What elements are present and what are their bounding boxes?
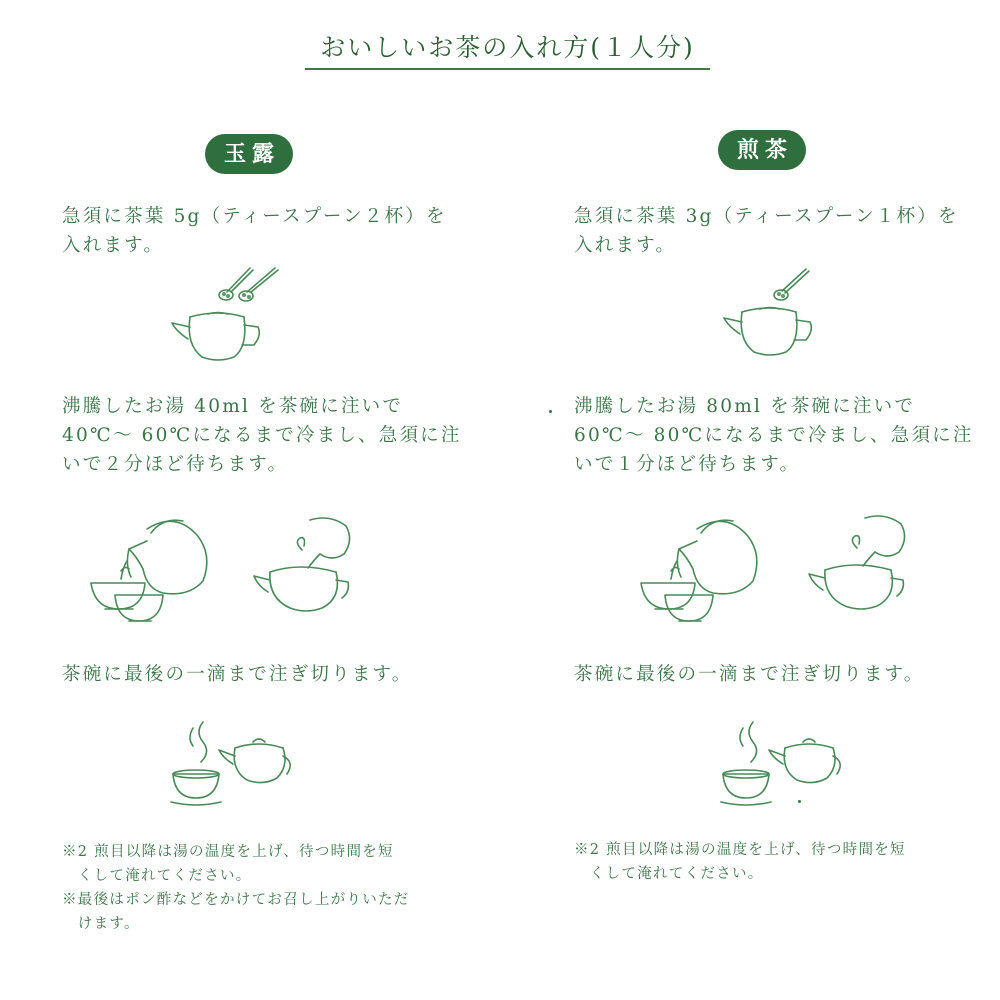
speck bbox=[798, 800, 801, 803]
gyokuro-step3-text: 茶碗に最後の一滴まで注ぎ切ります。 bbox=[62, 664, 413, 685]
gyokuro-heading-badge: 玉露 bbox=[205, 134, 293, 174]
sencha-note1: ※2 煎目以降は湯の温度を上げ、待つ時間を短 くして淹れてください。 bbox=[574, 842, 906, 882]
kettle-pouring-icon bbox=[85, 505, 220, 630]
teapot-receiving-water-icon bbox=[250, 510, 360, 615]
teapot-receiving-water-icon bbox=[805, 508, 915, 613]
teacup-with-steam-icon bbox=[715, 712, 845, 812]
sencha-step2-text: 沸騰したお湯 80ml を茶碗に注いで 60℃～ 80℃になるまで冷まし、急須に注 いで１分ほど待ちます。 bbox=[574, 396, 974, 475]
sencha-step1-text: 急須に茶葉 3g（ティースプーン１杯）を 入れます。 bbox=[574, 206, 959, 256]
teaspoon-with-leaves-icon bbox=[215, 262, 285, 307]
kyusu-teapot-icon bbox=[168, 305, 268, 365]
page-title: おいしいお茶の入れ方(１人分) bbox=[305, 28, 710, 70]
sencha-step3-text: 茶碗に最後の一滴まで注ぎ切ります。 bbox=[574, 664, 925, 685]
speck bbox=[549, 410, 552, 413]
teaspoon-with-leaves-icon bbox=[770, 265, 815, 305]
teacup-with-steam-icon bbox=[165, 712, 295, 812]
kettle-pouring-icon bbox=[635, 505, 770, 630]
sencha-heading-badge: 煎茶 bbox=[718, 130, 806, 170]
kyusu-teapot-icon bbox=[720, 300, 820, 360]
gyokuro-step2-text: 沸騰したお湯 40ml を茶碗に注いで 40℃～ 60℃になるまで冷まし、急須に注 いで２分ほど待ちます。 bbox=[62, 396, 462, 475]
gyokuro-step1-text: 急須に茶葉 5g（ティースプーン２杯）を 入れます。 bbox=[62, 206, 447, 256]
gyokuro-note2: ※最後はポン酢などをかけてお召し上がりいただ けます。 bbox=[62, 892, 410, 932]
gyokuro-note1: ※2 煎目以降は湯の温度を上げ、待つ時間を短 くして淹れてください。 bbox=[62, 844, 394, 884]
